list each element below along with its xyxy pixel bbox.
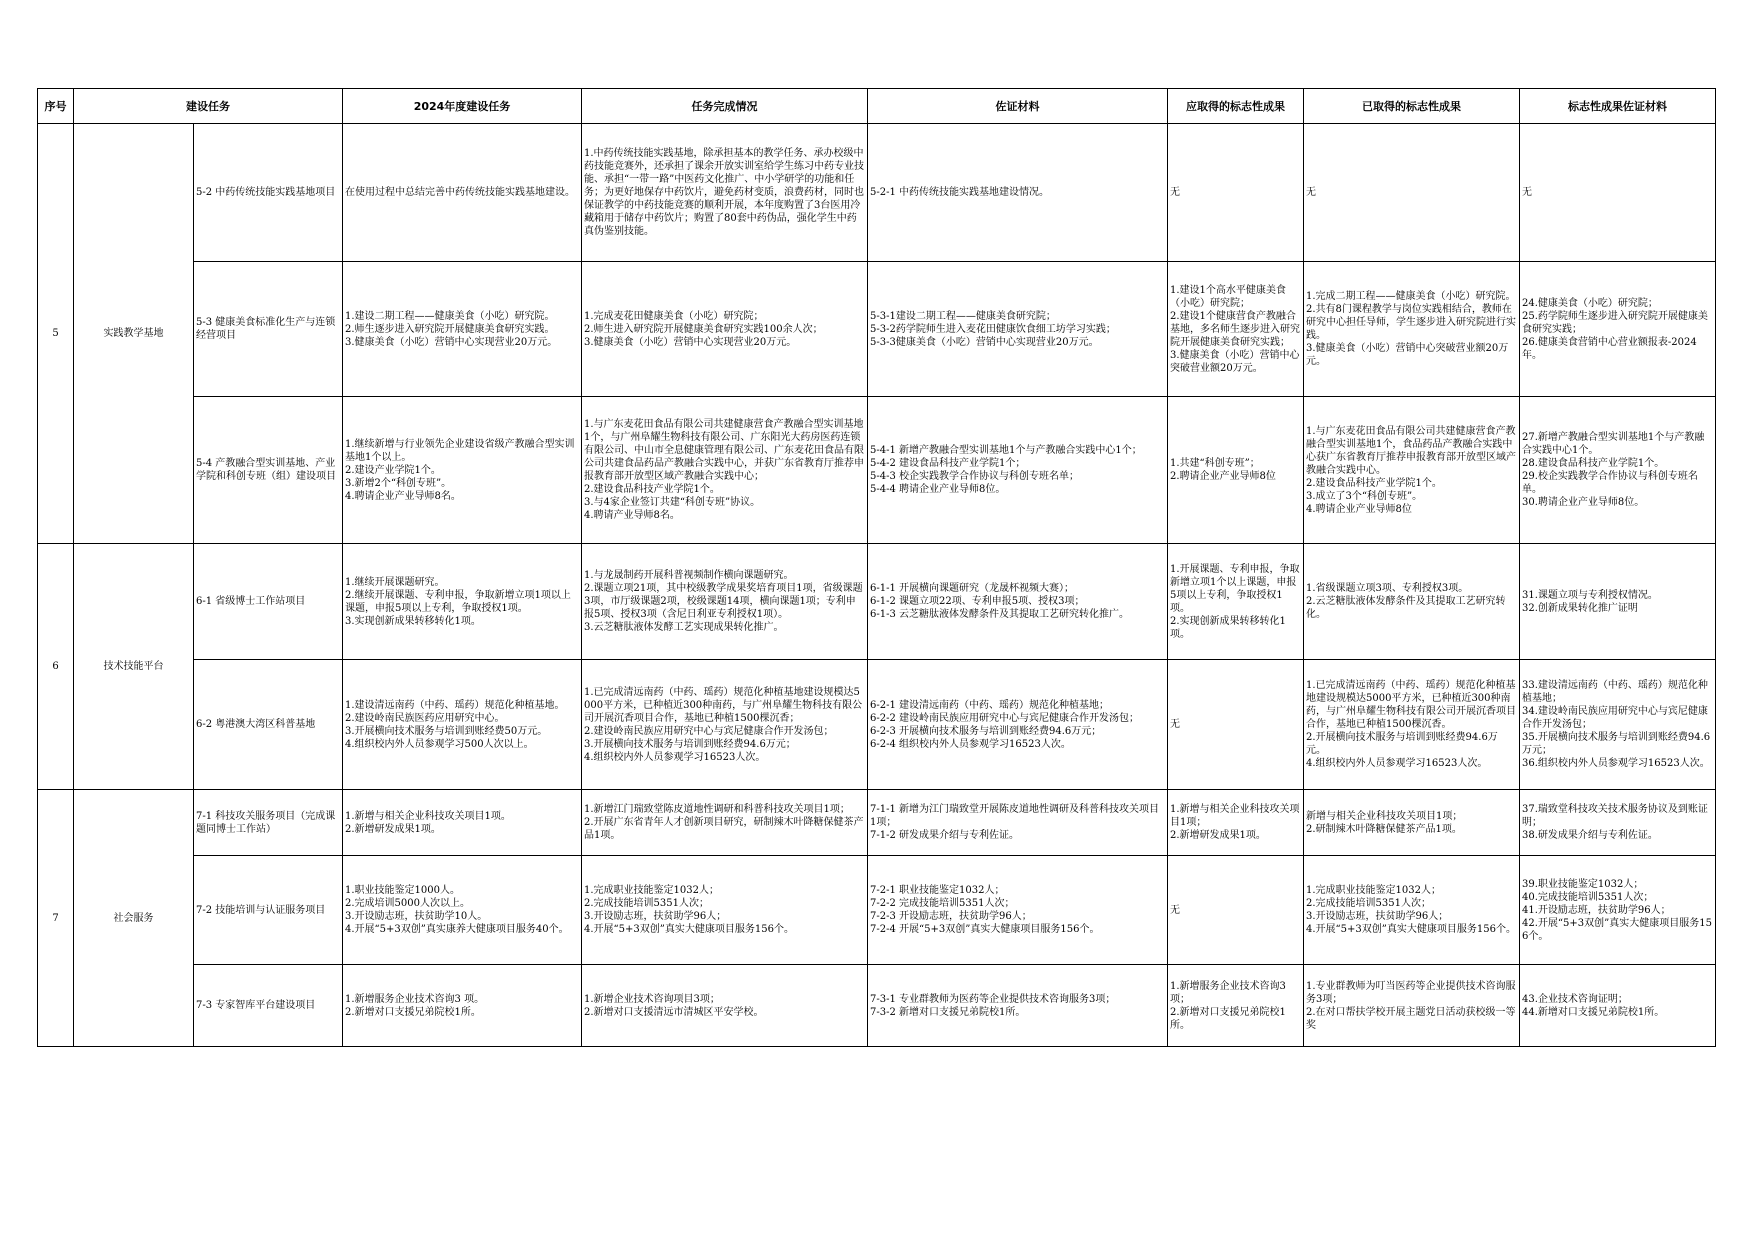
- cell-expected: [1168, 856, 1304, 965]
- subtask-name: 5-2 中药传统技能实践基地项目: [194, 124, 343, 262]
- cell-done: [582, 660, 868, 790]
- cell-plan: [343, 544, 582, 660]
- cell-line: 2.建设岭南民族应用研究中心与宾尼健康合作开发汤包；: [584, 725, 834, 737]
- cell-line: 7-1-2 研发成果介绍与专利佐证。: [870, 830, 1020, 841]
- cell-line: 2.新增研发成果1项。: [345, 823, 441, 835]
- cell-line: 1.与广东麦花田食品有限公司共建健康营食产教融合型实训基地1个，与广州阜耀生物科技有限公司、广东阳光大药房医药连锁有限公司、中山市全息健康管理有限公司、广东麦花田食品有限公司共建食品药品产教融合实践中心，并获广东省教育厅推荐申报教育部开放型区域产教融合实践中心；: [584, 419, 864, 482]
- cell-line: 2.课题立项21项，其中校级教学成果奖培育项目1项，省级课题3项，市厅级课题2项，校级课题14项，横向课题1项；专利申报5项、授权3项（含尼日利亚专利授权1项）。: [584, 583, 863, 620]
- cell-achieved: [1304, 660, 1520, 790]
- cell-line: 41.开设励志班，扶贫助学96人；: [1522, 904, 1671, 916]
- cell-achieved: [1304, 790, 1520, 856]
- cell-line: 2.开展广东省青年人才创新项目研究，研制辣木叶降糖保健茶产品1项。: [584, 817, 864, 841]
- cell-line: 29.校企实践教学合作协议与科创专班名单。: [1522, 471, 1698, 495]
- header-achieved: 已取得的标志性成果: [1304, 89, 1520, 124]
- cell-line: 7-2-2 完成技能培训5351人次；: [870, 898, 1015, 909]
- cell-line: 39.职业技能鉴定1032人；: [1522, 878, 1644, 890]
- cell-line: 4.开展“5+3双创”真实康养大健康项目服务40个。: [345, 924, 569, 935]
- cell-line: 5-2-1 中药传统技能实践基地建设情况。: [870, 187, 1050, 198]
- cell-evidence: [868, 660, 1168, 790]
- cell-done: [582, 124, 868, 262]
- cell-line: 1.完成职业技能鉴定1032人；: [584, 885, 719, 896]
- cell-line: 6-2-2 建设岭南民族应用研究中心与宾尼健康合作开发汤包；: [870, 712, 1140, 724]
- table-row: [38, 262, 1716, 397]
- table-row: [38, 397, 1716, 544]
- cell-line: 4.组织校内外人员参观学习500人次以上。: [345, 738, 534, 750]
- cell-line: 31.课题立项与专利授权情况。: [1522, 589, 1658, 601]
- header-expected: 应取得的标志性成果: [1168, 89, 1304, 124]
- cell-done: [582, 544, 868, 660]
- cell-line: 1.共建“科创专班”；: [1170, 458, 1260, 469]
- subtask-name: 5-3 健康美食标准化生产与连锁经营项目: [194, 262, 343, 397]
- cell-line: 2.云芝糖肽液体发酵条件及其提取工艺研究转化。: [1306, 596, 1506, 620]
- cell-line: 1.开展课题、专利申报，争取新增立项1个以上课题，申报5项以上专利，争取授权1项。: [1170, 563, 1300, 614]
- group-name: 实践教学基地: [74, 124, 194, 544]
- cell-achieved: [1304, 965, 1520, 1047]
- cell-line: 27.新增产教融合型实训基地1个与产教融合实践中心1个。: [1522, 432, 1705, 456]
- cell-line: 1.新增与相关企业科技攻关项目1项。: [345, 810, 511, 822]
- cell-line: 3.开展横向技术服务与培训到账经费94.6万元；: [584, 738, 796, 750]
- cell-expected: [1168, 790, 1304, 856]
- cell-line: 1.新增江门瑞致堂陈皮道地性调研和科普科技攻关项目1项；: [584, 804, 850, 815]
- cell-line: 3.成立了3个“科创专班”。: [1306, 490, 1423, 502]
- cell-line: 2.新增研发成果1项。: [1170, 830, 1266, 841]
- cell-proof: [1520, 124, 1716, 262]
- cell-line: 38.研发成果介绍与专利佐证。: [1522, 830, 1658, 841]
- cell-line: 无: [1170, 187, 1180, 198]
- cell-line: 2.完成技能培训5351人次；: [584, 898, 709, 909]
- cell-line: 2.继续开展课题、专利申报，争取新增立项1项以上课题，申报5项以上专利，争取授权1项。: [345, 589, 571, 614]
- cell-line: 1.专业群教师为叮当医药等企业提供技术咨询服务3项；: [1306, 980, 1516, 1005]
- cell-line: 7-2-4 开展“5+3双创”真实大健康项目服务156个。: [870, 924, 1100, 935]
- cell-achieved: [1304, 124, 1520, 262]
- cell-line: 6-1-1 开展横向课题研究（龙晟杯视频大赛）；: [870, 583, 1075, 594]
- cell-done: [582, 790, 868, 856]
- cell-done: [582, 397, 868, 544]
- cell-line: 43.企业技术咨询证明；: [1522, 993, 1628, 1005]
- cell-line: 32.创新成果转化推广证明: [1522, 602, 1638, 614]
- cell-line: 1.已完成清远南药（中药、瑶药）规范化种植基地建设规模达5000平方米，已种植近300种南药，与广州阜耀生物科技有限公司开展沉香项目合作，基地已种植1500棵沉香。: [1306, 680, 1516, 730]
- table-row: [38, 856, 1716, 965]
- table-body: [38, 124, 1716, 1047]
- cell-line: 4.开展“5+3双创”真实大健康项目服务156个。: [1306, 924, 1516, 935]
- cell-evidence: [868, 965, 1168, 1047]
- cell-line: 3.健康美食（小吃）营销中心实现营业20万元。: [345, 336, 558, 348]
- cell-line: 33.建设清远南药（中药、瑶药）规范化种植基地；: [1522, 680, 1708, 704]
- subtask-name: 6-1 省级博士工作站项目: [194, 544, 343, 660]
- cell-line: 2.聘请企业产业导师8位: [1170, 471, 1276, 482]
- cell-line: 1.与广东麦花田食品有限公司共建健康营食产教融合型实训基地1个，食品药品产教融合实践中心获广东省教育厅推荐申报教育部开放型区域产教融合实践中心。: [1306, 425, 1516, 476]
- cell-line: 3.与4家企业签订共建“科创专班”协议。: [584, 497, 761, 508]
- cell-line: 3.开设励志班，扶贫助学96人；: [1306, 911, 1449, 922]
- table-row: [38, 790, 1716, 856]
- construction-task-table: [37, 88, 1716, 1047]
- cell-evidence: [868, 790, 1168, 856]
- cell-achieved: [1304, 856, 1520, 965]
- cell-line: 1.已完成清远南药（中药、瑶药）规范化种植基地建设规模达5000平方米，已种植近300种南药，与广州阜耀生物科技有限公司开展沉香项目合作，基地已种植1500棵沉香；: [584, 686, 863, 724]
- cell-line: 无: [1170, 904, 1180, 916]
- cell-line: 在使用过程中总结完善中药传统技能实践基地建设。: [345, 187, 575, 198]
- cell-line: 36.组织校内外人员参观学习16523人次。: [1522, 758, 1710, 769]
- cell-line: 4.聘请企业产业导师8名。: [345, 490, 461, 502]
- cell-evidence: [868, 124, 1168, 262]
- cell-done: [582, 856, 868, 965]
- cell-line: 37.瑞致堂科技攻关技术服务协议及到账证明；: [1522, 804, 1708, 828]
- cell-line: 3.云芝糖肽液体发酵工艺实现成果转化推广。: [584, 622, 784, 633]
- group-name: 技术技能平台: [74, 544, 194, 790]
- cell-line: 1.新增与相关企业科技攻关项目1项；: [1170, 804, 1300, 828]
- group-number: 5: [38, 124, 74, 544]
- cell-line: 无: [1170, 719, 1180, 730]
- cell-expected: [1168, 397, 1304, 544]
- cell-line: 5-4-4 聘请企业产业导师8位。: [870, 484, 1006, 495]
- cell-line: 4.组织校内外人员参观学习16523人次。: [1306, 758, 1488, 769]
- cell-plan: [343, 397, 582, 544]
- cell-line: 24.健康美食（小吃）研究院；: [1522, 297, 1658, 309]
- header-done: 任务完成情况: [582, 89, 868, 124]
- cell-evidence: [868, 856, 1168, 965]
- cell-evidence: [868, 397, 1168, 544]
- cell-line: 25.药学院师生逐步进入研究院开展健康美食研究实践；: [1522, 310, 1708, 335]
- header-plan: 2024年度建设任务: [343, 89, 582, 124]
- cell-plan: [343, 790, 582, 856]
- cell-achieved: [1304, 262, 1520, 397]
- cell-line: 34.建设岭南民族应用研究中心与宾尼健康合作开发汤包；: [1522, 706, 1708, 730]
- cell-line: 2.建设1个健康营食产教融合基地，多名师生逐步进入研究院开展健康美食研究实践；: [1170, 310, 1300, 348]
- cell-line: 无: [1306, 187, 1316, 198]
- table-row: [38, 965, 1716, 1047]
- cell-line: 1.完成二期工程——健康美食（小吃）研究院。: [1306, 291, 1516, 302]
- cell-proof: [1520, 790, 1716, 856]
- cell-line: 3.开设励志班，扶贫助学96人；: [584, 911, 727, 922]
- cell-line: 2.实现创新成果转移转化1项。: [1170, 615, 1286, 640]
- table-row: [38, 660, 1716, 790]
- cell-achieved: [1304, 544, 1520, 660]
- cell-proof: [1520, 544, 1716, 660]
- cell-plan: [343, 262, 582, 397]
- cell-line: 44.新增对口支援兄弟院校1所。: [1522, 1006, 1665, 1018]
- table-row: [38, 124, 1716, 262]
- cell-plan: [343, 965, 582, 1047]
- group-number: 7: [38, 790, 74, 1047]
- cell-line: 2.师生进入研究院开展健康美食研究实践100余人次；: [584, 323, 823, 335]
- header-task: 建设任务: [74, 89, 343, 124]
- cell-line: 3.新增2个“科创专班”。: [345, 477, 452, 489]
- cell-line: 26.健康美食营销中心营业额报表-2024年。: [1522, 336, 1697, 361]
- cell-line: 5-3-2药学院师生进入麦花田健康饮食细工坊学习实践；: [870, 323, 1116, 335]
- subtask-name: 7-3 专家智库平台建设项目: [194, 965, 343, 1047]
- cell-line: 2.建设岭南民族医药应用研究中心。: [345, 712, 505, 724]
- cell-line: 5-4-2 建设食品科技产业学院1个；: [870, 458, 1026, 469]
- cell-line: 6-2-1 建设清远南药（中药、瑶药）规范化种植基地；: [870, 699, 1110, 711]
- cell-line: 2.研制辣木叶降糖保健茶产品1项。: [1306, 823, 1462, 835]
- subtask-name: 6-2 粤港澳大湾区科普基地: [194, 660, 343, 790]
- cell-line: 1.建设二期工程——健康美食（小吃）研究院。: [345, 310, 555, 322]
- cell-line: 1.完成麦花田健康美食（小吃）研究院；: [584, 310, 764, 322]
- cell-line: 3.健康美食（小吃）营销中心突破营业额20万元。: [1170, 349, 1300, 374]
- cell-plan: [343, 856, 582, 965]
- cell-line: 3.开设励志班，扶贫助学10人。: [345, 911, 488, 922]
- subtask-name: 7-1 科技攻关服务项目（完成课题同博士工作站）: [194, 790, 343, 856]
- cell-line: 2.新增对口支援兄弟院校1所。: [345, 1006, 481, 1018]
- cell-proof: [1520, 397, 1716, 544]
- group-name: 社会服务: [74, 790, 194, 1047]
- subtask-name: 5-4 产教融合型实训基地、产业学院和科创专班（组）建设项目: [194, 397, 343, 544]
- cell-line: 2.建设产业学院1个。: [345, 464, 441, 476]
- cell-line: 6-2-3 开展横向技术服务与培训到账经费94.6万元；: [870, 725, 1102, 737]
- cell-line: 2.师生逐步进入研究院开展健康美食研究实践。: [345, 323, 555, 335]
- cell-line: 7-2-3 开设励志班，扶贫助学96人；: [870, 911, 1032, 922]
- cell-line: 3.健康美食（小吃）营销中心突破营业额20万元。: [1306, 343, 1509, 367]
- cell-expected: [1168, 544, 1304, 660]
- cell-line: 5-4-1 新增产教融合型实训基地1个与产教融合实践中心1个；: [870, 445, 1142, 456]
- cell-evidence: [868, 262, 1168, 397]
- cell-line: 7-1-1 新增为江门瑞致堂开展陈皮道地性调研及科普科技攻关项目1项；: [870, 804, 1160, 828]
- cell-line: 7-3-1 专业群教师为医药等企业提供技术咨询服务3项；: [870, 993, 1116, 1005]
- cell-line: 1.完成职业技能鉴定1032人；: [1306, 885, 1441, 896]
- header-row: [38, 89, 1716, 124]
- cell-line: 4.聘请产业导师8名。: [584, 510, 680, 521]
- cell-line: 35.开展横向技术服务与培训到账经费94.6万元；: [1522, 732, 1711, 756]
- cell-achieved: [1304, 397, 1520, 544]
- cell-line: 6-1-2 课题立项22项、专利申报5项、授权3项；: [870, 596, 1085, 607]
- header-proof: 标志性成果佐证材料: [1520, 89, 1716, 124]
- cell-line: 1.建设清远南药（中药、瑶药）规范化种植基地。: [345, 699, 565, 711]
- cell-line: 1.职业技能鉴定1000人。: [345, 885, 460, 896]
- cell-expected: [1168, 965, 1304, 1047]
- cell-line: 7-2-1 职业技能鉴定1032人；: [870, 885, 1005, 896]
- cell-line: 4.开展“5+3双创”真实大健康项目服务156个。: [584, 924, 794, 935]
- header-evidence: 佐证材料: [868, 89, 1168, 124]
- cell-plan: [343, 660, 582, 790]
- cell-line: 3.实现创新成果转移转化1项。: [345, 615, 481, 627]
- cell-line: 1.与龙晟制药开展科普视频制作横向课题研究。: [584, 570, 794, 581]
- cell-line: 4.聘请企业产业导师8位: [1306, 503, 1412, 515]
- header-seq: 序号: [38, 89, 74, 124]
- cell-line: 7-3-2 新增对口支援兄弟院校1所。: [870, 1006, 1026, 1018]
- cell-line: 1.继续开展课题研究。: [345, 576, 445, 588]
- cell-proof: [1520, 965, 1716, 1047]
- cell-line: 6-1-3 云芝糖肽液体发酵条件及其提取工艺研究转化推广。: [870, 609, 1130, 620]
- cell-expected: [1168, 124, 1304, 262]
- cell-line: 30.聘请企业产业导师8位。: [1522, 497, 1645, 508]
- cell-line: 2.新增对口支援兄弟院校1所。: [1170, 1006, 1286, 1031]
- cell-line: 2.在对口帮扶学校开展主题党日活动获校级一等奖: [1306, 1006, 1516, 1031]
- cell-line: 2.建设食品科技产业学院1个。: [1306, 477, 1442, 489]
- cell-line: 1.中药传统技能实践基地，除承担基本的教学任务、承办校级中药技能竞赛外，还承担了课余开放实训室给学生练习中药专业技能、承担“一带一路”中医药文化推广、中小学研学的功能和任务；为更好地保存中药饮片，避免药材变质，浪费药材，同时也保证教学的中药技能竞赛的顺利开展，本年度购置了3台医用冷藏箱用于储存中药饮片；购置了80套中药伪品，强化学生中药真伪鉴别技能。: [584, 148, 864, 237]
- cell-line: 2.完成技能培训5351人次；: [1306, 898, 1431, 909]
- cell-line: 1.省级课题立项3项、专利授权3项。: [1306, 583, 1469, 594]
- cell-line: 2.共有8门课程教学与岗位实践相结合，教师在研究中心担任导师，学生逐步进入研究院进行实践。: [1306, 304, 1516, 341]
- group-number: 6: [38, 544, 74, 790]
- cell-line: 3.开展横向技术服务与培训到账经费50万元。: [345, 725, 548, 737]
- cell-proof: [1520, 660, 1716, 790]
- cell-line: 42.开展“5+3双创”真实大健康项目服务156个。: [1522, 917, 1712, 942]
- cell-line: 5-3-3健康美食（小吃）营销中心实现营业20万元。: [870, 336, 1099, 348]
- cell-line: 1.建设1个高水平健康美食（小吃）研究院；: [1170, 284, 1286, 309]
- cell-line: 2.开展横向技术服务与培训到账经费94.6万元。: [1306, 732, 1498, 756]
- cell-done: [582, 262, 868, 397]
- table-row: [38, 544, 1716, 660]
- cell-line: 2.完成培训5000人次以上。: [345, 898, 470, 909]
- cell-line: 2.建设食品科技产业学院1个。: [584, 484, 720, 495]
- cell-proof: [1520, 262, 1716, 397]
- cell-line: 4.组织校内外人员参观学习16523人次。: [584, 751, 766, 763]
- cell-line: 2.新增对口支援清远市清城区平安学校。: [584, 1006, 764, 1018]
- cell-line: 3.健康美食（小吃）营销中心实现营业20万元。: [584, 336, 797, 348]
- cell-line: 5-4-3 校企实践教学合作协议与科创专班名单；: [870, 471, 1080, 482]
- cell-expected: [1168, 660, 1304, 790]
- cell-line: 6-2-4 组织校内外人员参观学习16523人次。: [870, 738, 1071, 750]
- cell-line: 40.完成技能培训5351人次；: [1522, 891, 1654, 903]
- cell-plan: [343, 124, 582, 262]
- cell-line: 1.继续新增与行业领先企业建设省级产教融合型实训基地1个以上。: [345, 438, 575, 463]
- subtask-name: 7-2 技能培训与认证服务项目: [194, 856, 343, 965]
- cell-line: 1.新增服务企业技术咨询3 项。: [345, 993, 485, 1005]
- cell-expected: [1168, 262, 1304, 397]
- cell-line: 1.新增服务企业技术咨询3项；: [1170, 980, 1286, 1005]
- cell-proof: [1520, 856, 1716, 965]
- cell-line: 新增与相关企业科技攻关项目1项；: [1306, 810, 1463, 822]
- cell-done: [582, 965, 868, 1047]
- cell-evidence: [868, 544, 1168, 660]
- cell-line: 1.新增企业技术咨询项目3项；: [584, 993, 720, 1005]
- cell-line: 无: [1522, 187, 1532, 198]
- cell-line: 28.建设食品科技产业学院1个。: [1522, 458, 1665, 469]
- cell-line: 5-3-1建设二期工程——健康美食研究院；: [870, 310, 1056, 322]
